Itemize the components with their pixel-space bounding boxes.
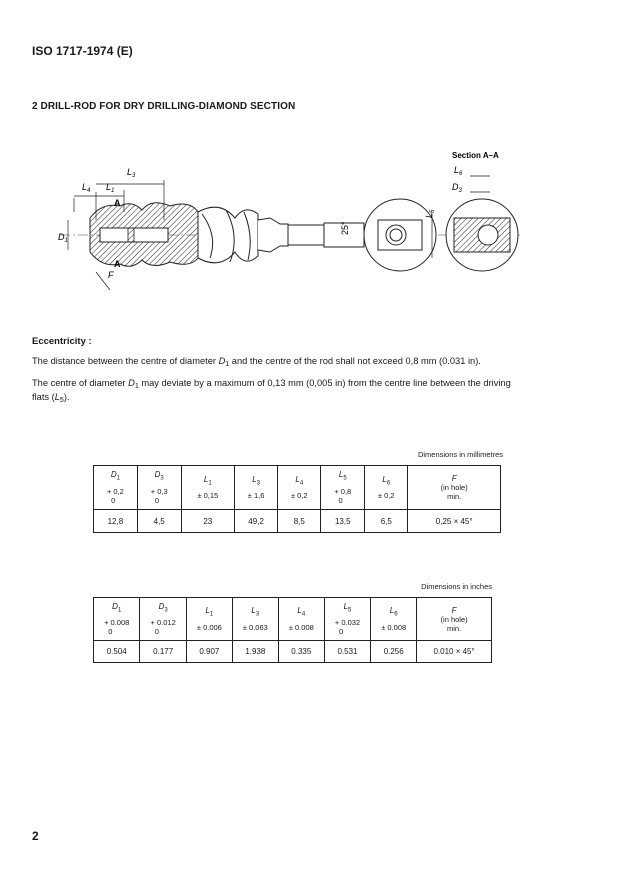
label-A-top: A [114,198,121,208]
cell: 49,2 [235,510,278,533]
col-L6: $L_6$ ± 0.008 [371,598,417,641]
cell: 0.010 × 45° [417,641,492,663]
cell: 0,25 × 45° [408,510,501,533]
label-D1: $D_1$ [58,232,68,244]
dimensions-table-in [93,597,492,663]
dimensions-table-mm [93,465,501,533]
cell: 23 [181,510,234,533]
eccentricity-paragraph-2: The centre of diameter $D_1$ may deviate by a maximum of 0,13 mm (0,005 in) from the centre line between the driving flats $(L_5)$. [32,378,511,404]
col-L5: $L_5$ + 0,8 0 [321,466,365,510]
col-L6: $L_6$ ± 0,2 [365,466,408,510]
document-header: ISO 1717-1974 (E) [32,44,133,58]
cell: 4,5 [137,510,181,533]
label-L5: $L_5$ [424,209,436,218]
table-header-row [94,598,492,641]
page-number: 2 [32,829,39,843]
section-label: Section A–A [452,151,499,160]
col-D1: $D_1$ + 0,2 0 [94,466,138,510]
col-F: F (in hole) min. [417,598,492,641]
cell: 0.531 [324,641,370,663]
label-F: F [108,270,114,280]
cell: 6,5 [365,510,408,533]
drill-rod-drawing [30,140,530,310]
col-L1: $L_1$ ± 0,15 [181,466,234,510]
col-L4: $L_4$ ± 0.008 [278,598,324,641]
label-L4: $L_4$ [82,182,91,194]
table-header-row [94,466,501,510]
cell: 1.938 [232,641,278,663]
units-note-in: Dimensions in inches [421,582,492,591]
units-note-mm: Dimensions in millimetres [417,450,503,459]
col-L3: $L_3$ ± 1,6 [235,466,278,510]
col-F: F (in hole) min. [408,466,501,510]
table-row [94,641,492,663]
label-L6: $L_6$ [454,165,463,177]
cell: 13,5 [321,510,365,533]
col-L5: $L_5$ + 0.032 0 [324,598,370,641]
cell: 12,8 [94,510,138,533]
table-row [94,510,501,533]
end-view [364,199,436,271]
label-A-bottom: A [114,259,121,269]
section-title: 2 DRILL-ROD FOR DRY DRILLING-DIAMOND SECTION [32,101,296,112]
label-D3: $D_3$ [452,182,462,194]
cell: 0.335 [278,641,324,663]
cell: 8,5 [278,510,321,533]
label-L1: $L_1$ [106,182,115,194]
col-L1: $L_1$ ± 0.006 [186,598,232,641]
col-D3: $D_3$ + 0,3 0 [137,466,181,510]
label-angle: 25° [340,221,350,235]
col-L3: $L_3$ ± 0.063 [232,598,278,641]
cell: 0.504 [94,641,140,663]
col-L4: $L_4$ ± 0,2 [278,466,321,510]
drill-body [90,203,364,266]
cell: 0.907 [186,641,232,663]
col-D3: $D_3$ + 0.012 0 [140,598,186,641]
col-D1: $D_1$ + 0.008 0 [94,598,140,641]
label-L3: $L_3$ [127,167,136,179]
cell: 0.256 [371,641,417,663]
eccentricity-title: Eccentricity : [32,336,92,347]
eccentricity-paragraph-1: The distance between the centre of diameter $D_1$ and the centre of the rod shall not exceed 0,8 mm (0.031 in). [32,356,481,368]
cell: 0.177 [140,641,186,663]
